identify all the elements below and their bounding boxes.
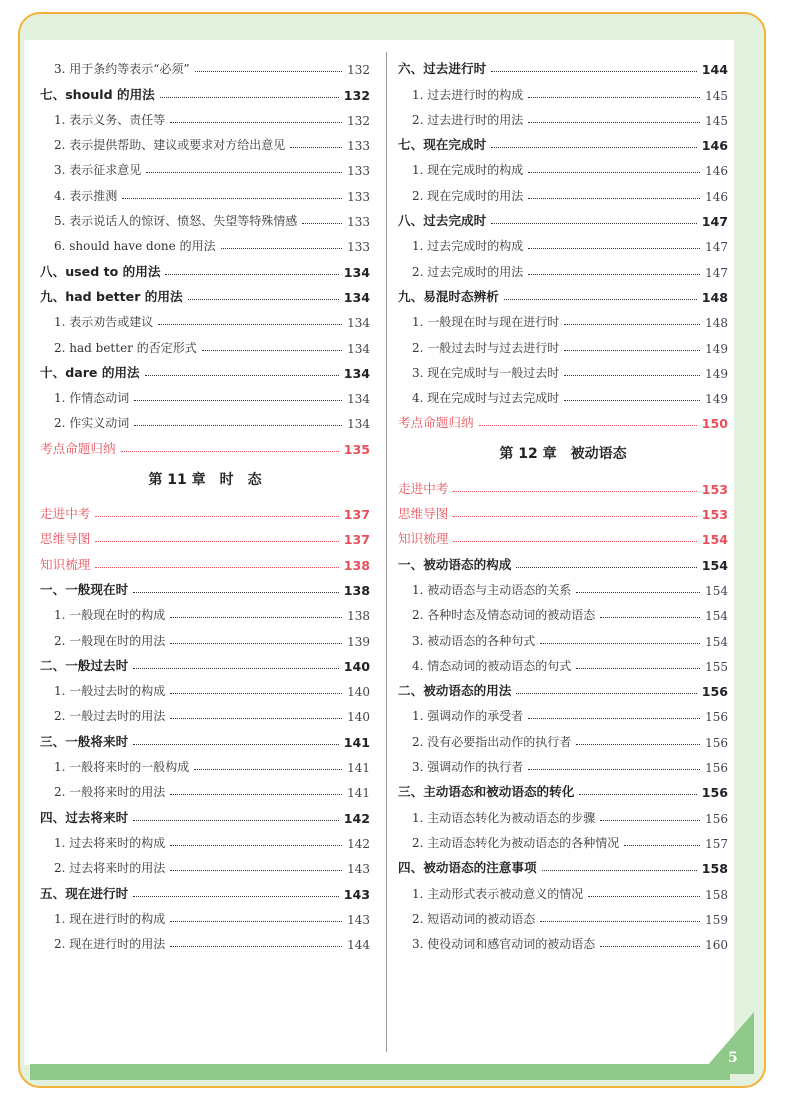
dot-leader — [564, 324, 700, 325]
toc-entry-page: 134 — [347, 341, 370, 356]
toc-entry-page: 148 — [705, 316, 728, 331]
dot-leader — [302, 223, 342, 224]
toc-entry-label: 2. 一般将来时的用法 — [54, 785, 166, 800]
toc-entry-label: 考点命题归纳 — [398, 415, 474, 431]
toc-entry-page: 144 — [701, 62, 728, 78]
toc-entry-label: 2. 过去将来时的用法 — [54, 861, 166, 876]
dot-leader — [95, 541, 338, 542]
toc-subentry[interactable] — [398, 750, 728, 775]
toc-entry-page: 155 — [705, 659, 728, 674]
toc-entry-page: 137 — [343, 507, 370, 523]
dot-leader — [624, 845, 700, 846]
toc-subentry[interactable] — [398, 153, 728, 178]
toc-entry-page: 157 — [705, 836, 728, 851]
toc-entry-page: 150 — [701, 416, 728, 432]
dot-leader — [504, 299, 697, 300]
toc-subentry[interactable] — [398, 103, 728, 128]
toc-entry-label: 1. 现在进行时的构成 — [54, 911, 166, 926]
toc-entry-label: 2. 一般现在时的用法 — [54, 633, 166, 648]
toc-entry-label: 三、一般将来时 — [40, 733, 129, 749]
toc-subentry[interactable] — [40, 699, 370, 724]
dot-leader — [528, 122, 700, 123]
dot-leader — [134, 400, 342, 401]
toc-subentry[interactable] — [40, 103, 370, 128]
dot-leader — [170, 794, 342, 795]
toc-entry-page: 135 — [343, 441, 370, 457]
toc-entry-label: 四、被动语态的注意事项 — [398, 860, 537, 876]
toc-entry-page: 134 — [343, 365, 370, 381]
toc-entry-label: 3. 被动语态的各种句式 — [412, 633, 536, 648]
dot-leader — [170, 845, 342, 846]
dot-leader — [290, 147, 342, 148]
dot-leader — [540, 921, 700, 922]
toc-entry-label: 2. 短语动词的被动语态 — [412, 911, 536, 926]
dot-leader — [202, 350, 342, 351]
dot-leader — [600, 617, 700, 618]
toc-entry-page: 143 — [343, 886, 370, 902]
toc-entry-label: 1. 主动语态转化为被动语态的步骤 — [412, 810, 596, 825]
toc-feature-entry[interactable] — [398, 522, 728, 547]
toc-entry-label: 六、过去进行时 — [398, 61, 487, 77]
toc-entry-label: 2. 各种时态及情态动词的被动语态 — [412, 608, 596, 623]
dot-leader — [579, 794, 696, 795]
toc-entry-page: 153 — [701, 507, 728, 523]
toc-subentry[interactable] — [40, 750, 370, 775]
toc-entry-page: 138 — [343, 582, 370, 598]
toc-subentry[interactable] — [40, 406, 370, 431]
toc-subentry[interactable] — [398, 356, 728, 381]
dot-leader — [170, 718, 342, 719]
dot-leader — [170, 693, 342, 694]
toc-subentry[interactable] — [40, 204, 370, 229]
toc-section-entry[interactable] — [398, 775, 728, 800]
toc-feature-entry[interactable] — [398, 471, 728, 496]
toc-section-entry[interactable] — [398, 280, 728, 305]
toc-entry-page: 142 — [343, 810, 370, 826]
toc-entry-page: 156 — [705, 811, 728, 826]
toc-entry-label: 1. 一般将来时的一般构成 — [54, 760, 190, 775]
chapter-heading — [40, 457, 370, 497]
dot-leader — [564, 375, 700, 376]
chapter-heading — [398, 431, 728, 471]
toc-entry-label: 5. 表示说话人的惊讶、愤怒、失望等特殊情感 — [54, 214, 298, 229]
toc-entry-page: 142 — [347, 836, 370, 851]
dot-leader — [576, 592, 700, 593]
toc-feature-entry[interactable] — [40, 497, 370, 522]
toc-subentry[interactable] — [40, 851, 370, 876]
toc-subentry[interactable] — [398, 800, 728, 825]
toc-entry-label: 1. 过去进行时的构成 — [412, 87, 524, 102]
page-corner — [700, 1012, 754, 1074]
toc-subentry[interactable] — [398, 381, 728, 406]
toc-section-entry[interactable] — [398, 204, 728, 229]
toc-subentry[interactable] — [40, 52, 370, 77]
toc-entry-page: 154 — [701, 532, 728, 548]
toc-entry-label: 2. 主动语态转化为被动语态的各种情况 — [412, 835, 620, 850]
dot-leader — [528, 248, 700, 249]
toc-subentry[interactable] — [398, 724, 728, 749]
dot-leader — [453, 516, 696, 517]
toc-entry-label: 3. 表示征求意见 — [54, 163, 142, 178]
toc-entry-page: 145 — [705, 88, 728, 103]
dot-leader — [576, 668, 700, 669]
toc-subentry[interactable] — [398, 826, 728, 851]
toc-subentry[interactable] — [40, 623, 370, 648]
toc-entry-page: 160 — [705, 938, 728, 953]
toc-subentry[interactable] — [398, 699, 728, 724]
toc-feature-entry[interactable] — [40, 431, 370, 456]
toc-entry-label: 1. 作情态动词 — [54, 391, 130, 406]
toc-entry-label: 3. 使役动词和感官动词的被动语态 — [412, 937, 596, 952]
bottom-band — [30, 1064, 730, 1080]
toc-entry-page: 156 — [705, 710, 728, 725]
dot-leader — [576, 744, 700, 745]
toc-subentry[interactable] — [40, 229, 370, 254]
toc-entry-label: 考点命题归纳 — [40, 440, 116, 456]
toc-entry-label: 2. 一般过去时的用法 — [54, 709, 166, 724]
dot-leader — [600, 820, 700, 821]
toc-subentry[interactable] — [40, 902, 370, 927]
dot-leader — [564, 400, 700, 401]
toc-entry-label: 2. 现在进行时的用法 — [54, 937, 166, 952]
toc-entry-label: 2. had better 的否定形式 — [54, 340, 197, 355]
toc-subentry[interactable] — [40, 153, 370, 178]
toc-entry-label: 1. 强调动作的承受者 — [412, 709, 524, 724]
dot-leader — [146, 172, 342, 173]
toc-left-column — [40, 52, 370, 952]
toc-section-entry[interactable] — [398, 674, 728, 699]
dot-leader — [170, 643, 342, 644]
toc-entry-label: 九、had better 的用法 — [40, 288, 183, 304]
toc-feature-entry[interactable] — [40, 522, 370, 547]
dot-leader — [170, 617, 342, 618]
toc-entry-page: 141 — [347, 786, 370, 801]
dot-leader — [188, 299, 339, 300]
toc-entry-page: 156 — [701, 785, 728, 801]
toc-entry-page: 134 — [347, 316, 370, 331]
toc-entry-label: 1. 被动语态与主动语态的关系 — [412, 582, 572, 597]
toc-subentry[interactable] — [398, 649, 728, 674]
toc-entry-page: 158 — [705, 887, 728, 902]
dot-leader — [528, 274, 700, 275]
toc-subentry[interactable] — [40, 826, 370, 851]
toc-entry-label: 一、被动语态的构成 — [398, 556, 512, 572]
toc-subentry[interactable] — [398, 229, 728, 254]
toc-entry-page: 153 — [701, 481, 728, 497]
dot-leader — [564, 350, 700, 351]
toc-entry-label: 1. 表示义务、责任等 — [54, 112, 166, 127]
toc-entry-page: 132 — [347, 63, 370, 78]
toc-entry-label: 1. 现在完成时的构成 — [412, 163, 524, 178]
toc-entry-page: 133 — [347, 164, 370, 179]
toc-entry-label: 1. 一般现在时的构成 — [54, 608, 166, 623]
dot-leader — [491, 147, 697, 148]
toc-entry-label: 1. 一般现在时与现在进行时 — [412, 315, 560, 330]
toc-entry-page: 149 — [705, 366, 728, 381]
dot-leader — [516, 693, 696, 694]
toc-entry-label: 3. 强调动作的执行者 — [412, 760, 524, 775]
toc-subentry[interactable] — [398, 623, 728, 648]
toc-entry-page: 134 — [347, 417, 370, 432]
toc-entry-page: 141 — [347, 761, 370, 776]
toc-entry-page: 133 — [347, 139, 370, 154]
toc-entry-page: 146 — [705, 189, 728, 204]
toc-entry-label: 2. 表示提供帮助、建议或要求对方给出意见 — [54, 138, 286, 153]
toc-subentry[interactable] — [398, 77, 728, 102]
toc-entry-page: 137 — [343, 532, 370, 548]
toc-feature-entry[interactable] — [398, 497, 728, 522]
toc-feature-entry[interactable] — [40, 547, 370, 572]
toc-section-entry[interactable] — [40, 280, 370, 305]
toc-entry-page: 133 — [347, 215, 370, 230]
dot-leader — [165, 274, 338, 275]
toc-entry-label: 4. 表示推测 — [54, 188, 118, 203]
toc-entry-label: 知识梳理 — [40, 556, 91, 572]
dot-leader — [170, 122, 342, 123]
dot-leader — [133, 592, 339, 593]
toc-entry-page: 140 — [347, 710, 370, 725]
toc-entry-label: 1. 过去完成时的构成 — [412, 239, 524, 254]
dot-leader — [540, 643, 700, 644]
toc-subentry[interactable] — [40, 305, 370, 330]
toc-entry-page: 138 — [343, 557, 370, 573]
dot-leader — [528, 172, 700, 173]
toc-entry-page: 146 — [701, 138, 728, 154]
toc-subentry[interactable] — [40, 330, 370, 355]
toc-entry-page: 147 — [705, 240, 728, 255]
toc-subentry[interactable] — [398, 927, 728, 952]
toc-entry-label: 2. 过去进行时的用法 — [412, 112, 524, 127]
toc-section-entry[interactable] — [40, 573, 370, 598]
toc-section-entry[interactable] — [40, 800, 370, 825]
dot-leader — [133, 668, 339, 669]
page-number: 5 — [728, 1050, 738, 1066]
toc-subentry[interactable] — [398, 305, 728, 330]
toc-section-entry[interactable] — [40, 254, 370, 279]
toc-entry-page: 146 — [705, 164, 728, 179]
toc-entry-label: 2. 作实义动词 — [54, 416, 130, 431]
toc-subentry[interactable] — [398, 876, 728, 901]
toc-section-entry[interactable] — [398, 547, 728, 572]
toc-subentry[interactable] — [40, 775, 370, 800]
dot-leader — [542, 870, 697, 871]
toc-entry-label: 七、现在完成时 — [398, 137, 487, 153]
toc-entry-page: 147 — [705, 265, 728, 280]
toc-entry-label: 五、现在进行时 — [40, 885, 129, 901]
dot-leader — [158, 324, 342, 325]
toc-section-entry[interactable] — [398, 128, 728, 153]
toc-entry-label: 七、should 的用法 — [40, 86, 155, 102]
toc-entry-page: 134 — [343, 264, 370, 280]
toc-entry-label: 四、过去将来时 — [40, 809, 129, 825]
toc-entry-label: 思维导图 — [398, 506, 449, 522]
toc-entry-page: 134 — [343, 289, 370, 305]
dot-leader — [133, 744, 339, 745]
toc-subentry[interactable] — [40, 927, 370, 952]
toc-entry-page: 159 — [705, 912, 728, 927]
dot-leader — [121, 451, 339, 452]
dot-leader — [528, 718, 700, 719]
toc-subentry[interactable] — [40, 381, 370, 406]
dot-leader — [588, 896, 700, 897]
toc-right-column — [398, 52, 728, 952]
dot-leader — [491, 223, 697, 224]
toc-entry-label: 1. 一般过去时的构成 — [54, 684, 166, 699]
toc-subentry[interactable] — [398, 598, 728, 623]
toc-entry-label: 八、used to 的用法 — [40, 263, 161, 279]
toc-entry-label: 2. 没有必要指出动作的执行者 — [412, 734, 572, 749]
toc-entry-page: 143 — [347, 912, 370, 927]
dot-leader — [133, 896, 339, 897]
toc-entry-label: 第 12 章 被动语态 — [499, 446, 627, 463]
dot-leader — [528, 97, 700, 98]
toc-entry-page: 149 — [705, 392, 728, 407]
toc-entry-page: 147 — [701, 214, 728, 230]
toc-entry-page: 139 — [347, 634, 370, 649]
toc-entry-page: 148 — [701, 289, 728, 305]
toc-entry-page: 140 — [347, 685, 370, 700]
toc-entry-label: 二、一般过去时 — [40, 657, 129, 673]
toc-entry-page: 154 — [705, 609, 728, 624]
toc-entry-page: 154 — [705, 634, 728, 649]
toc-entry-label: 6. should have done 的用法 — [54, 239, 216, 254]
dot-leader — [195, 71, 343, 72]
dot-leader — [133, 820, 339, 821]
toc-entry-label: 三、主动语态和被动语态的转化 — [398, 784, 575, 800]
dot-leader — [528, 769, 700, 770]
toc-entry-label: 3. 现在完成时与一般过去时 — [412, 365, 560, 380]
toc-section-entry[interactable] — [40, 649, 370, 674]
toc-entry-page: 145 — [705, 113, 728, 128]
toc-entry-page: 141 — [343, 734, 370, 750]
toc-section-entry[interactable] — [40, 724, 370, 749]
toc-entry-page: 132 — [347, 113, 370, 128]
toc-entry-label: 4. 现在完成时与过去完成时 — [412, 391, 560, 406]
dot-leader — [95, 516, 338, 517]
toc-subentry[interactable] — [398, 178, 728, 203]
dot-leader — [491, 71, 697, 72]
toc-subentry[interactable] — [398, 330, 728, 355]
toc-entry-label: 4. 情态动词的被动语态的句式 — [412, 658, 572, 673]
toc-entry-page: 138 — [347, 609, 370, 624]
toc-entry-label: 十、dare 的用法 — [40, 364, 140, 380]
toc-feature-entry[interactable] — [398, 406, 728, 431]
dot-leader — [528, 198, 700, 199]
column-divider — [386, 52, 387, 1052]
toc-subentry[interactable] — [40, 598, 370, 623]
toc-entry-page: 143 — [347, 862, 370, 877]
toc-entry-page: 134 — [347, 392, 370, 407]
toc-subentry[interactable] — [40, 178, 370, 203]
dot-leader — [95, 567, 338, 568]
toc-entry-label: 2. 过去完成时的用法 — [412, 264, 524, 279]
toc-entry-label: 走进中考 — [40, 506, 91, 522]
toc-entry-page: 154 — [701, 557, 728, 573]
dot-leader — [170, 921, 342, 922]
toc-entry-page: 149 — [705, 341, 728, 356]
toc-entry-label: 二、被动语态的用法 — [398, 683, 512, 699]
toc-entry-page: 156 — [705, 761, 728, 776]
toc-entry-label: 1. 主动形式表示被动意义的情况 — [412, 886, 584, 901]
toc-section-entry[interactable] — [398, 851, 728, 876]
dot-leader — [221, 248, 343, 249]
dot-leader — [453, 491, 696, 492]
toc-entry-page: 133 — [347, 189, 370, 204]
toc-entry-label: 1. 表示劝告或建议 — [54, 315, 154, 330]
toc-section-entry[interactable] — [40, 876, 370, 901]
dot-leader — [453, 541, 696, 542]
toc-entry-page: 133 — [347, 240, 370, 255]
toc-entry-label: 2. 一般过去时与过去进行时 — [412, 340, 560, 355]
toc-entry-label: 九、易混时态辨析 — [398, 288, 499, 304]
toc-entry-label: 1. 过去将来时的构成 — [54, 835, 166, 850]
toc-entry-label: 思维导图 — [40, 531, 91, 547]
toc-entry-page: 158 — [701, 861, 728, 877]
toc-section-entry[interactable] — [398, 52, 728, 77]
dot-leader — [600, 946, 700, 947]
toc-subentry[interactable] — [40, 674, 370, 699]
toc-entry-page: 144 — [347, 938, 370, 953]
toc-entry-page: 132 — [343, 87, 370, 103]
toc-entry-label: 3. 用于条约等表示“必须” — [54, 62, 190, 77]
toc-entry-label: 2. 现在完成时的用法 — [412, 188, 524, 203]
toc-subentry[interactable] — [398, 254, 728, 279]
dot-leader — [122, 198, 342, 199]
toc-entry-page: 154 — [705, 583, 728, 598]
toc-subentry[interactable] — [398, 573, 728, 598]
toc-section-entry[interactable] — [40, 356, 370, 381]
toc-subentry[interactable] — [40, 128, 370, 153]
dot-leader — [134, 425, 342, 426]
toc-entry-label: 走进中考 — [398, 480, 449, 496]
toc-section-entry[interactable] — [40, 77, 370, 102]
dot-leader — [170, 946, 342, 947]
toc-entry-label: 第 11 章 时 态 — [148, 471, 262, 488]
toc-subentry[interactable] — [398, 902, 728, 927]
toc-entry-page: 156 — [705, 735, 728, 750]
dot-leader — [479, 425, 697, 426]
toc-entry-label: 八、过去完成时 — [398, 213, 487, 229]
toc-entry-page: 156 — [701, 684, 728, 700]
dot-leader — [145, 375, 339, 376]
dot-leader — [194, 769, 342, 770]
toc-entry-label: 知识梳理 — [398, 531, 449, 547]
dot-leader — [516, 567, 696, 568]
dot-leader — [170, 870, 342, 871]
dot-leader — [160, 97, 339, 98]
toc-entry-label: 一、一般现在时 — [40, 581, 129, 597]
toc-entry-page: 140 — [343, 658, 370, 674]
